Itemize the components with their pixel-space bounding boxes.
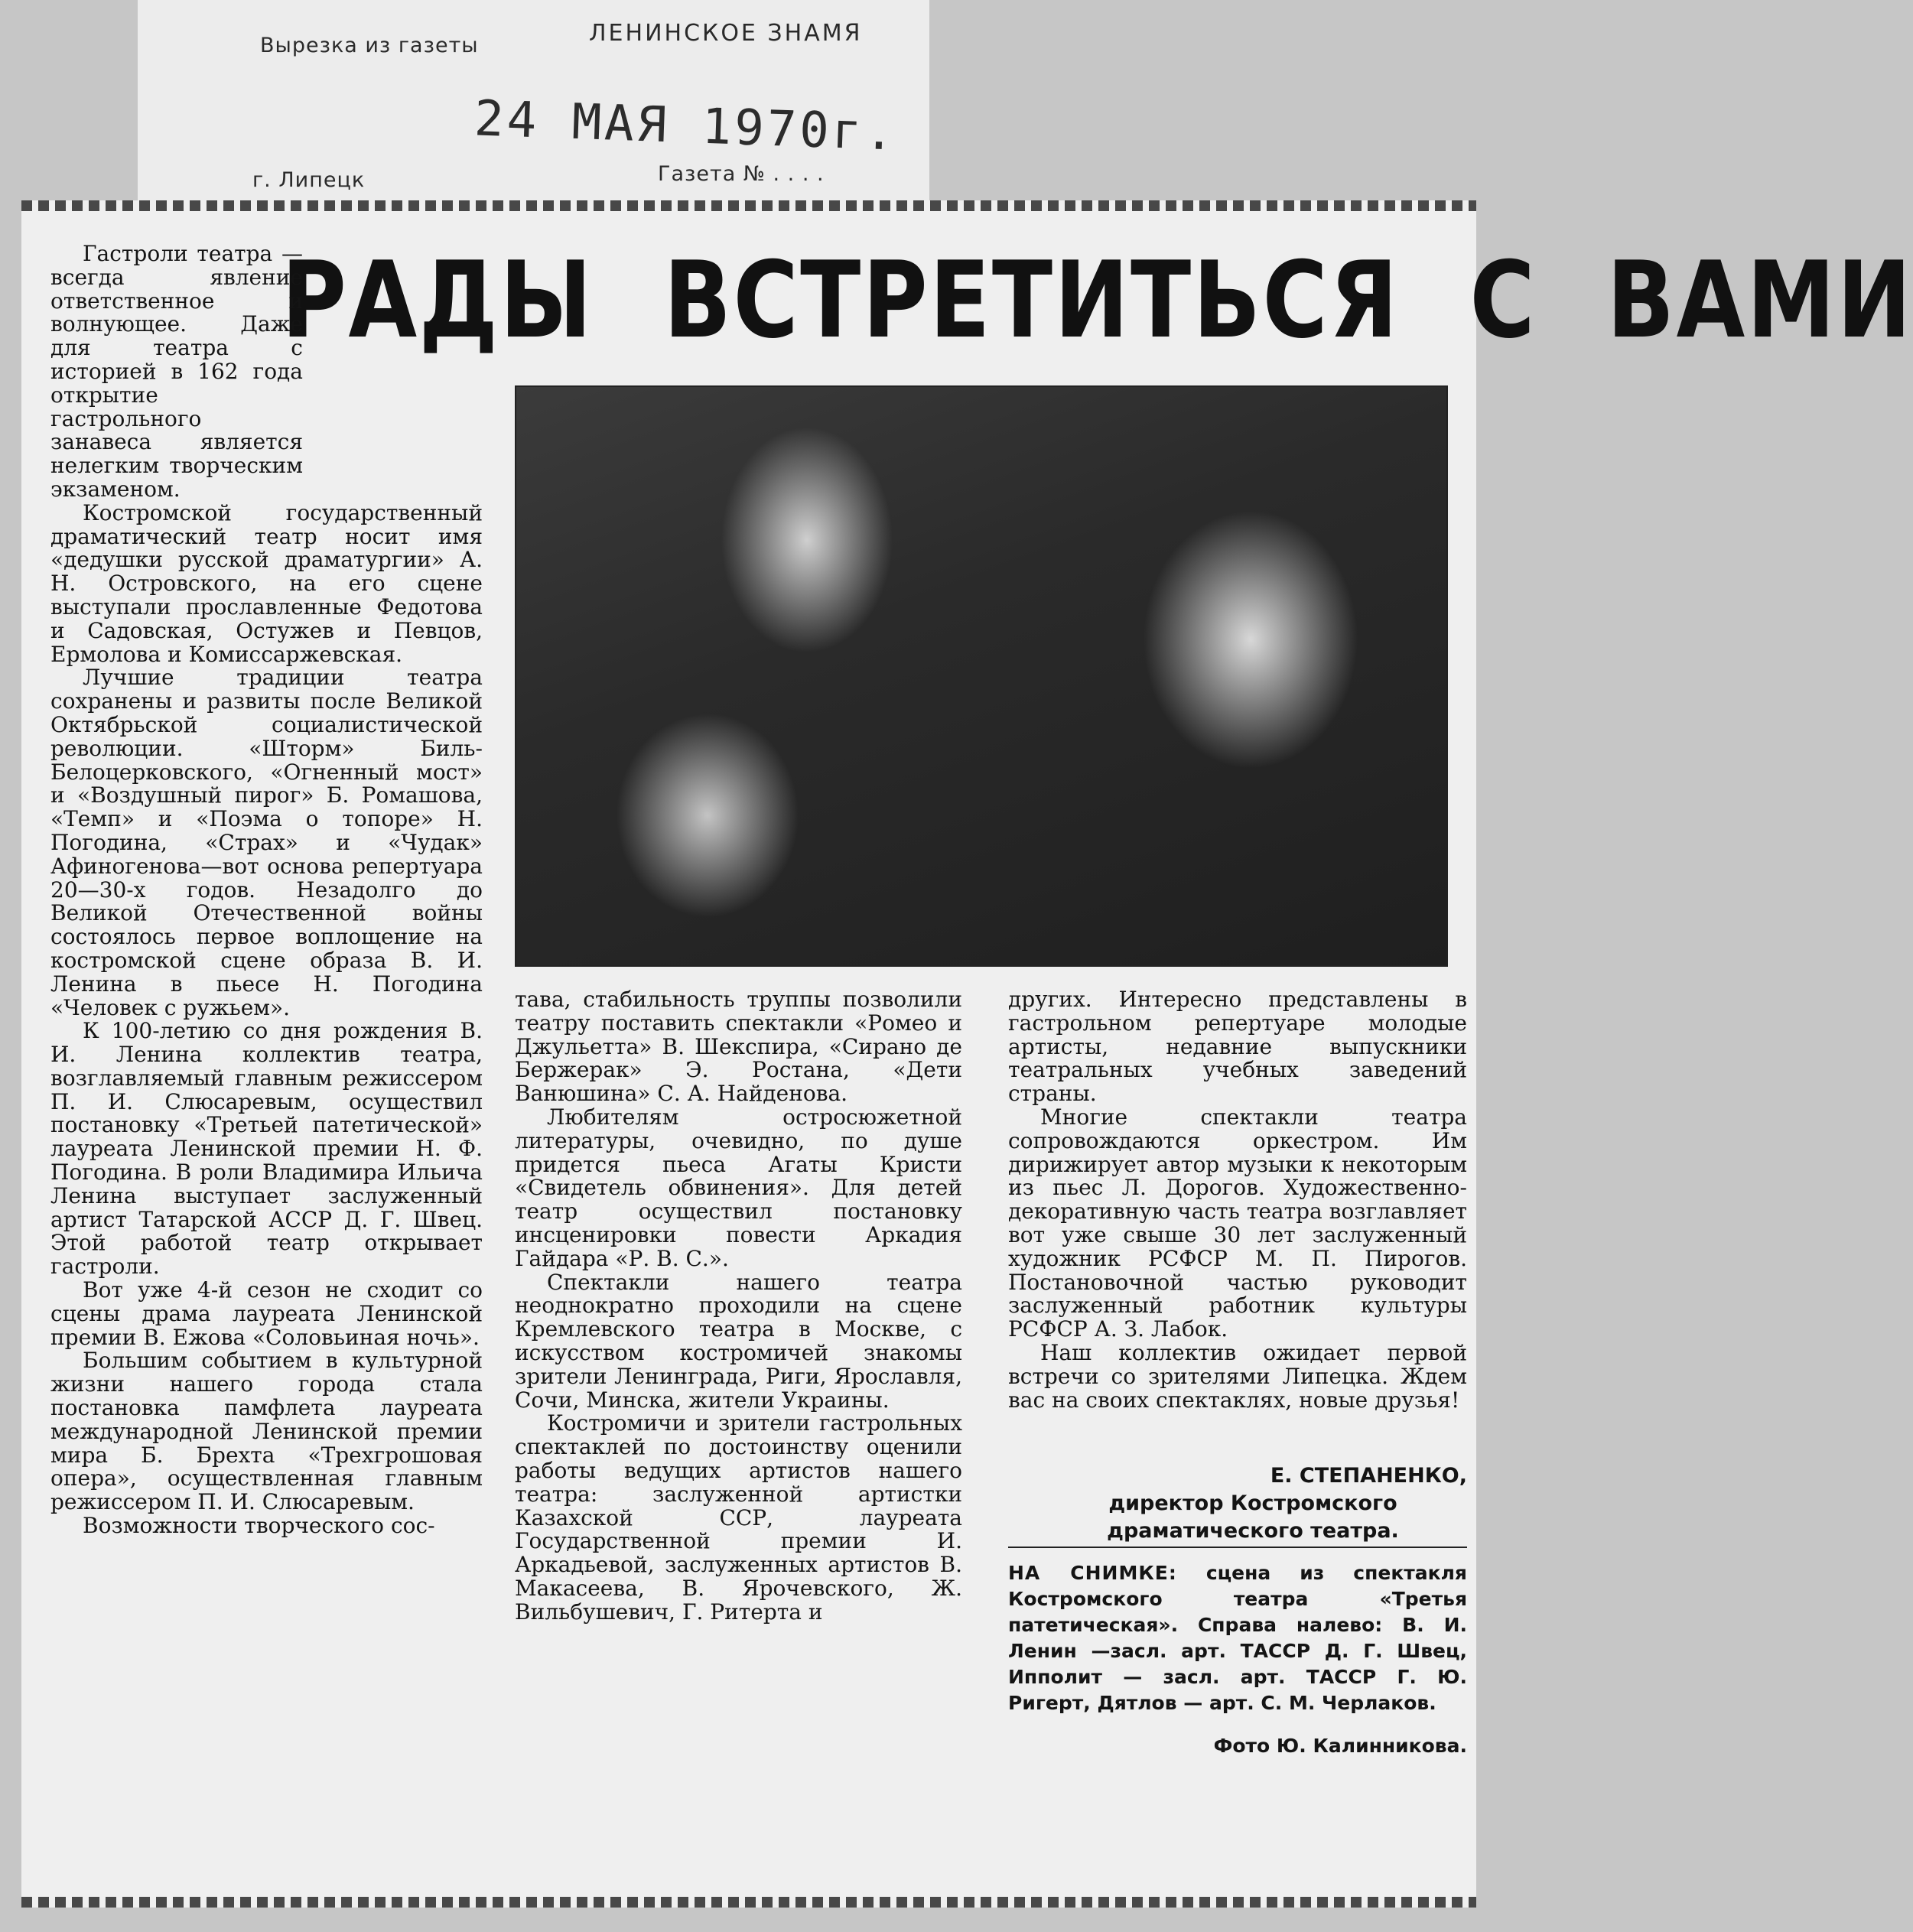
clipped-from-label: Вырезка из газеты [260, 34, 479, 57]
caption-lead: НА СНИМКЕ: [1008, 1562, 1177, 1584]
headline: РАДЫ ВСТРЕТИТЬСЯ С ВАМИ [281, 239, 1913, 362]
col1-paragraph: Костромской государственный драматический театр носит имя «дедушки русской драматургии» А. Н. Островского, на его сцене выступали прославленные Федотова и Садовская, Остужев и Певцов, Ермолова и Комиссаржевская. [50, 499, 483, 667]
col1-paragraph: Гастроли театра — всегда явление ответственное и волнующее. Даже для театра с историей в 162 года открытие гастрольного занавеса является нелегким творческим экзаменом. [50, 241, 303, 502]
signature-role: директор Костромского драматического театра. [1107, 1491, 1399, 1543]
city-label: г. Липецк [252, 168, 366, 192]
caption-divider [1008, 1547, 1467, 1548]
photo-caption [1008, 1560, 1467, 1759]
col3-paragraph: других. Интересно представлены в гастрольном репертуаре молодые артисты, недавние выпускники театральных учебных заведений страны. [1008, 987, 1467, 1107]
col1-paragraph: Большим событием в культурной жизни нашего города стала постановка памфлета лауреата международной Ленинской премии мира Б. Брехта «Трехгрошовая опера», осуществленная главным режиссером П. И. Слюсаревым. [50, 1348, 483, 1515]
col2-paragraph: Спектакли нашего театра неоднократно проходили на сцене Кремлевского театра в Москве, с искусством костромичей знакомы зрители Ленинграда, Риги, Ярославля, Сочи, Минска, жители Украины. [515, 1269, 962, 1413]
signature [1008, 1462, 1467, 1545]
clipping-slip [138, 0, 929, 200]
newspaper-number: Газета № . . . . [658, 162, 825, 186]
col1-paragraph: Возможности творческого сос- [83, 1513, 435, 1539]
col3-paragraph: Многие спектакли театра сопровождаются оркестром. Им дирижирует автор музыки к некоторым из пьес Л. Дорогов. Художественно-декоративную часть театра возглавляет вот уже свыше 30 лет заслуженный художник РСФСР М. П. Пирогов. Постановочной частью руководит заслуженный работник культуры РСФСР А. З. Лабок. [1008, 1104, 1467, 1342]
col3-paragraph: Наш коллектив ожидает первой встречи со зрителями Липецка. Ждем вас на своих спектаклях, новые друзья! [1008, 1339, 1467, 1413]
signature-name: Е. СТЕПАНЕНКО, [1270, 1464, 1467, 1488]
bottom-perforation [21, 1897, 1476, 1908]
col1-paragraph: Лучшие традиции театра сохранены и развиты после Великой Октябрьской социалистической революции. «Шторм» Биль-Белоцерковского, «Огненный мост» и «Воздушный пирог» Б. Ромашова, «Темп» и «Поэма о топоре» Н. Погодина, «Страх» и «Чудак» Афиногенова—вот основа репертуара 20—30-х годов. Незадолго до Великой Отечественной войны состоялось первое воплощение на костромской сцене образа В. И. Ленина в пьесе Н. Погодина «Человек с ружьем». [50, 665, 483, 1020]
column-2 [515, 988, 962, 1625]
column-3 [1008, 988, 1467, 1412]
photo-credit: Фото Ю. Калинникова. [1213, 1735, 1467, 1757]
caption-text: сцена из спектакля Костромского театра «Третья патетическая». Справа налево: В. И. Ленин —засл. арт. ТАССР Д. Г. Швец, Ипполит — засл. арт. ТАССР Г. Ю. Ригерт, Дятлов — арт. С. М. Черлаков. [1008, 1562, 1467, 1714]
theatre-scene-photo [515, 385, 1448, 967]
col1-paragraph: К 100-летию со дня рождения В. И. Ленина коллектив театра, возглавляемый главным режиссером П. И. Слюсаревым, осуществил постановку «Третьей патетической» лауреата Ленинской премии Н. Ф. Погодина. В роли Владимира Ильича Ленина выступает заслуженный артист Татарской АССР Д. Г. Швец. Этой работой театр открывает гастроли. [50, 1018, 483, 1280]
col2-paragraph: Костромичи и зрители гастрольных спектаклей по достоинству оценили работы ведущих артистов нашего театра: заслуженной артистки Казахской ССР, лауреата Государственной премии И. Аркадьевой, заслуженных артистов В. Макасеева, В. Ярочевского, Ж. Вильбушевич, Г. Ритерта и [515, 1410, 962, 1625]
newspaper-clipping [21, 200, 1913, 1908]
col1-paragraph: Вот уже 4-й сезон не сходит со сцены драма лауреата Ленинской премии В. Ежова «Соловьиная ночь». [50, 1277, 483, 1350]
col2-paragraph: тава, стабильность труппы позволили театру поставить спектакли «Ромео и Джульетта» В. Шекспира, «Сирано де Бержерак» Э. Ростана, «Дети Ванюшина» С. А. Найденова. [515, 987, 962, 1107]
column-1 [50, 242, 483, 1538]
date-stamp: 24 МАЯ 1970г. [473, 90, 899, 162]
col2-paragraph: Любителям остросюжетной литературы, очевидно, по душе придется пьеса Агаты Кристи «Свидетель обвинения». Для детей театр осуществил постановку инсценировки повести Аркадия Гайдара «Р. В. С.». [515, 1104, 962, 1271]
top-perforation [21, 200, 1476, 211]
newspaper-name: ЛЕНИНСКОЕ ЗНАМЯ [589, 20, 863, 47]
